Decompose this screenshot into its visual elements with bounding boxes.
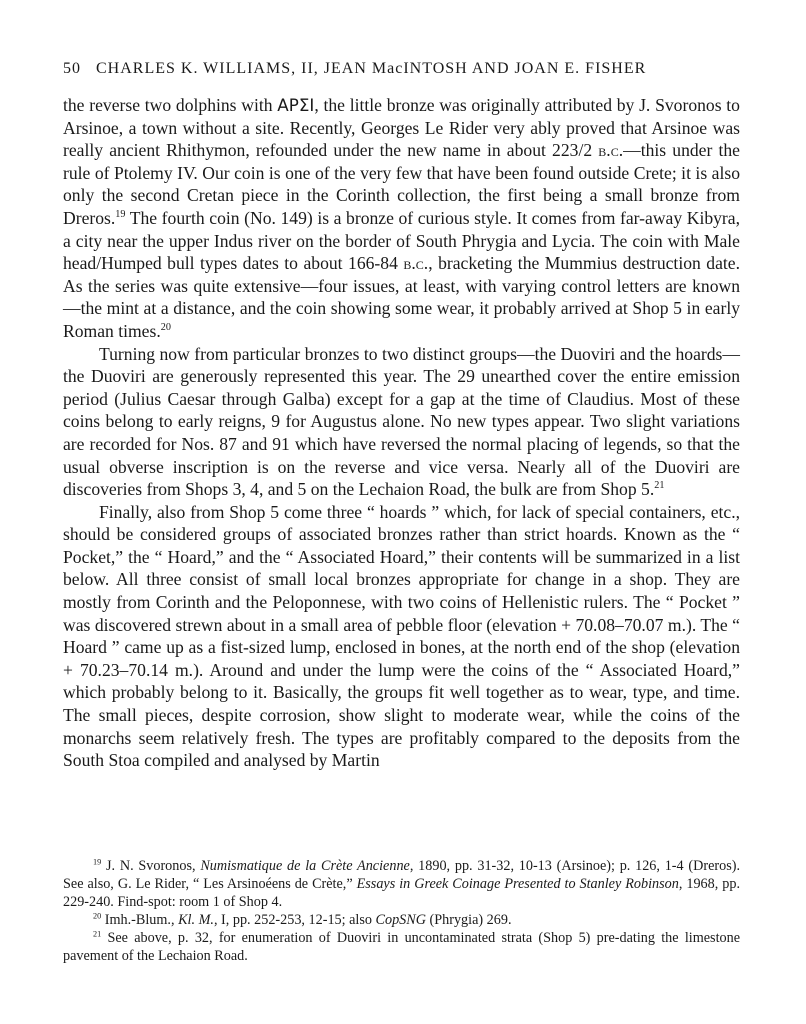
footnote-marker: 20 — [93, 911, 102, 921]
text-span: J. N. Svoronos, — [101, 858, 201, 874]
book-title: Essays in Greek Coinage Presented to Stanley Robinson — [356, 876, 679, 892]
body-text — [63, 94, 740, 772]
footnote-20 — [63, 911, 740, 929]
footnote-ref-20[interactable]: 20 — [160, 322, 171, 334]
footnote-marker: 19 — [93, 857, 102, 867]
text-span: the reverse two dolphins with — [63, 95, 278, 115]
footnote-19 — [63, 857, 740, 911]
footnote-ref-21[interactable]: 21 — [654, 480, 665, 492]
text-span: , the little bronze was originally attributed by J. Svoronos to Arsinoe, a town without a site. Recently, Georges Le Rider very ably proved that Arsinoe was really ancient Rhithymon, refounded under the new name in about 223/2 — [63, 95, 740, 161]
footnotes — [63, 857, 740, 965]
paragraph-2 — [63, 343, 740, 501]
text-span: , 1968, pp. 229-240. Find-spot: room 1 of Shop 4. — [63, 876, 740, 910]
book-title: Kl. M. — [178, 912, 214, 928]
book-title: Numismatique de la Crète Ancienne — [200, 858, 410, 874]
footnote-21 — [63, 929, 740, 965]
text-span: Finally, also from Shop 5 come three “ hoards ” which, for lack of special containers, etc., should be considered groups of associated bronzes rather than strict hoards. Known as the “ Pocket,” the “ Hoard,” and the “ Associated Hoard,” their contents will be summarized in a list below. All three consist of small local bronzes appropriate for change in a shop. They are mostly from Corinth and the Peloponnese, with two coins of Hellenistic rulers. The “ Pocket ” was discovered strewn about in a small area of pebble floor (elevation + 70.08–70.07 m.). The “ Hoard ” came up as a fist-sized lump, enclosed in bones, at the north end of the shop (elevation + 70.23–70.14 m.). Around and under the lump were the coins of the “ Associated Hoard,” which probably belong to it. Basically, the groups fit well together as to wear, type, and time. The small pieces, despite corrosion, show slight to moderate wear, while the coins of the monarchs seem relatively fresh. The types are profitably compared to the deposits from the South Stoa compiled and analysed by Martin — [63, 501, 740, 771]
bc-abbrev: b.c. — [598, 140, 624, 161]
author-line: CHARLES K. WILLIAMS, II, JEAN MacINTOSH AND JOAN E. FISHER — [96, 60, 647, 77]
text-span: (Phrygia) 269. — [425, 912, 512, 928]
paragraph-1 — [63, 94, 740, 343]
greek-legend: ΑΡΣΙ — [277, 95, 315, 115]
text-span: , 1890, pp. 31-32, 10-13 (Arsinoe); p. 126, 1-4 (Dreros). See also, G. Le Rider, “ Les Arsinoéens de Crète,” — [63, 858, 741, 892]
book-title: CopSNG — [375, 912, 426, 928]
text-span: The fourth coin (No. 149) is a bronze of curious style. It comes from far-away Kibyra, a city near the upper Indus river on the border of South Phrygia and Lycia. The coin with Male head/Humped bull types dates to about 166-84 — [63, 207, 740, 274]
text-span: Turning now from particular bronzes to two distinct groups—the Duoviri and the hoards—the Duoviri are generously represented this year. The 29 unearthed cover the entire emission period (Julius Caesar through Galba) except for a gap at the time of Claudius. Most of these coins belong to early reigns, 9 for Augustus alone. No new types appear. Two slight variations are recorded for Nos. 87 and 91 which have reversed the normal placing of legends, so that the usual obverse inscription is on the reverse and vice versa. Nearly all of the Duoviri are discoveries from Shops 3, 4, and 5 on the Lechaion Road, the bulk are from Shop 5. — [63, 343, 740, 500]
text-span: —this under the rule of Ptolemy IV. Our coin is one of the very few that have been found outside Crete; it is also only the second Cretan piece in the Corinth collection, the first being a small bronze from Dreros. — [63, 140, 740, 228]
bc-abbrev: b.c. — [403, 253, 429, 274]
footnote-marker: 21 — [93, 929, 102, 939]
text-span: See above, p. 32, for enumeration of Duoviri in uncontaminated strata (Shop 5) pre-dating the limestone pavement of the Lechaion Road. — [63, 930, 740, 964]
footnote-ref-19[interactable]: 19 — [115, 209, 126, 221]
text-span: , I, pp. 252-253, 12-15; also — [213, 912, 376, 928]
running-head — [63, 60, 753, 78]
text-span: Imh.-Blum., — [101, 912, 179, 928]
text-span: , bracketing the Mummius destruction date. As the series was quite extensive—four issues, at least, with varying control letters are known—the mint at a distance, and the coin showing some wear, it probably arrived at Shop 5 in early Roman times. — [63, 253, 740, 341]
paragraph-3 — [63, 501, 740, 772]
page-number: 50 — [63, 60, 81, 77]
